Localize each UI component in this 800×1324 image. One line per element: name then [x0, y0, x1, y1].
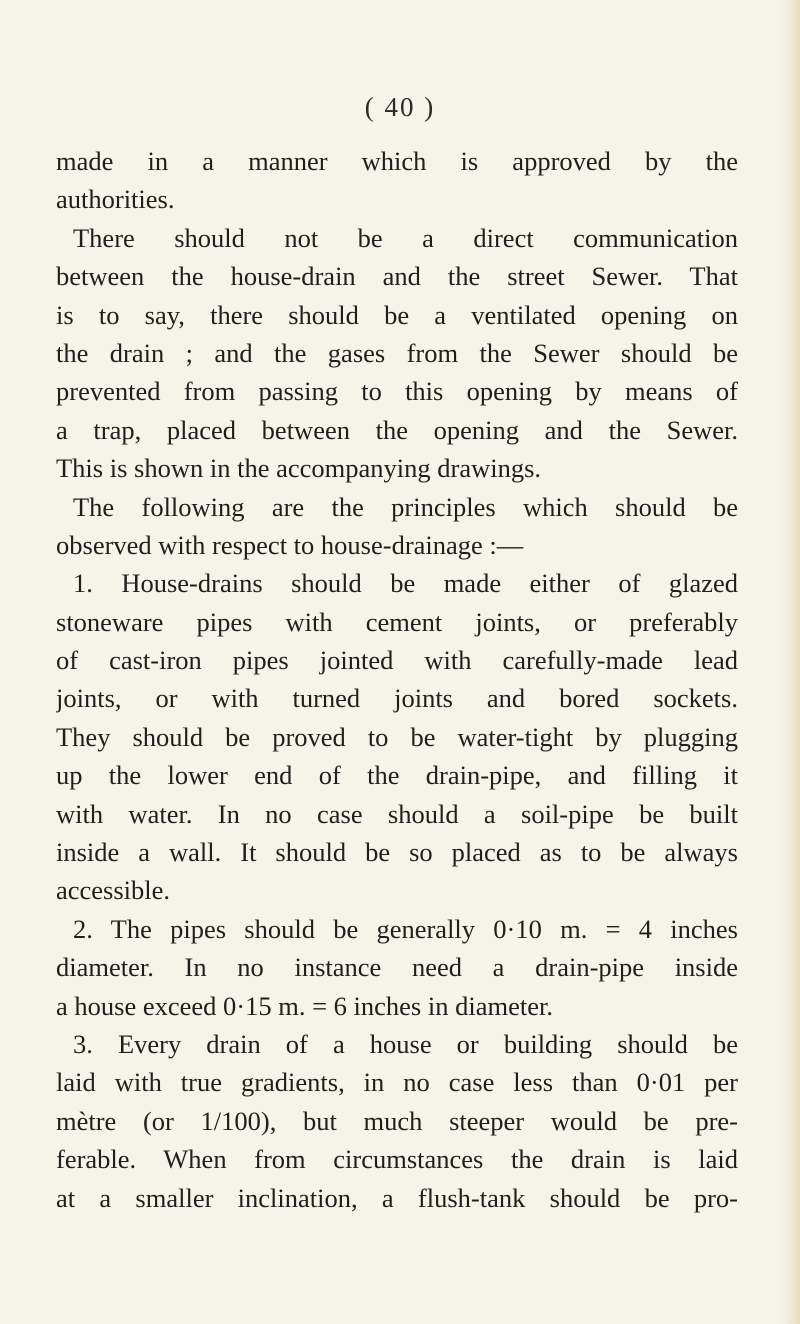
text-line: 1. House-drains should be made either of glazed: [73, 568, 738, 599]
text-line: mètre (or 1/100), but much steeper would be pre-: [56, 1105, 738, 1136]
text-line: at a smaller inclination, a flush-tank should be pro-: [56, 1182, 738, 1213]
text-line: a house exceed 0·15 m. = 6 inches in diameter.: [56, 990, 553, 1021]
text-line: the drain ; and the gases from the Sewer should be: [56, 337, 738, 368]
page-edge-shadow: [782, 0, 800, 1324]
text-line: is to say, there should be a ventilated opening on: [56, 299, 738, 330]
text-line: authorities.: [56, 184, 175, 215]
text-line: 3. Every drain of a house or building should be: [73, 1028, 738, 1059]
text-line: They should be proved to be water-tight by plugging: [56, 721, 738, 752]
text-line: This is shown in the accompanying drawings.: [56, 453, 542, 484]
text-line: 2. The pipes should be generally 0·10 m. = 4 inches: [73, 913, 738, 944]
text-line: joints, or with turned joints and bored sockets.: [56, 683, 738, 714]
text-line: observed with respect to house-drainage :—: [56, 529, 524, 560]
text-line: ferable. When from circumstances the drain is laid: [56, 1144, 738, 1175]
text-line: stoneware pipes with cement joints, or preferably: [56, 606, 738, 637]
text-line: a trap, placed between the opening and the Sewer.: [56, 414, 738, 445]
text-line: of cast-iron pipes jointed with carefully-made lead: [56, 645, 738, 676]
text-line: The following are the principles which should be: [73, 491, 738, 522]
text-line: There should not be a direct communication: [73, 222, 738, 253]
text-line: prevented from passing to this opening by means of: [56, 376, 738, 407]
text-line: up the lower end of the drain-pipe, and filling it: [56, 760, 738, 791]
text-line: inside a wall. It should be so placed as to be always: [56, 837, 738, 868]
text-line: made in a manner which is approved by the: [56, 146, 738, 176]
text-line: diameter. In no instance need a drain-pipe inside: [56, 952, 738, 983]
page-number: ( 40 ): [364, 92, 436, 122]
text-line: with water. In no case should a soil-pipe be built: [56, 798, 738, 829]
text-line: accessible.: [56, 875, 171, 906]
text-line: between the house-drain and the street Sewer. That: [56, 261, 738, 292]
text-line: laid with true gradients, in no case less than 0·01 per: [56, 1067, 738, 1098]
body-text: [56, 142, 738, 1217]
